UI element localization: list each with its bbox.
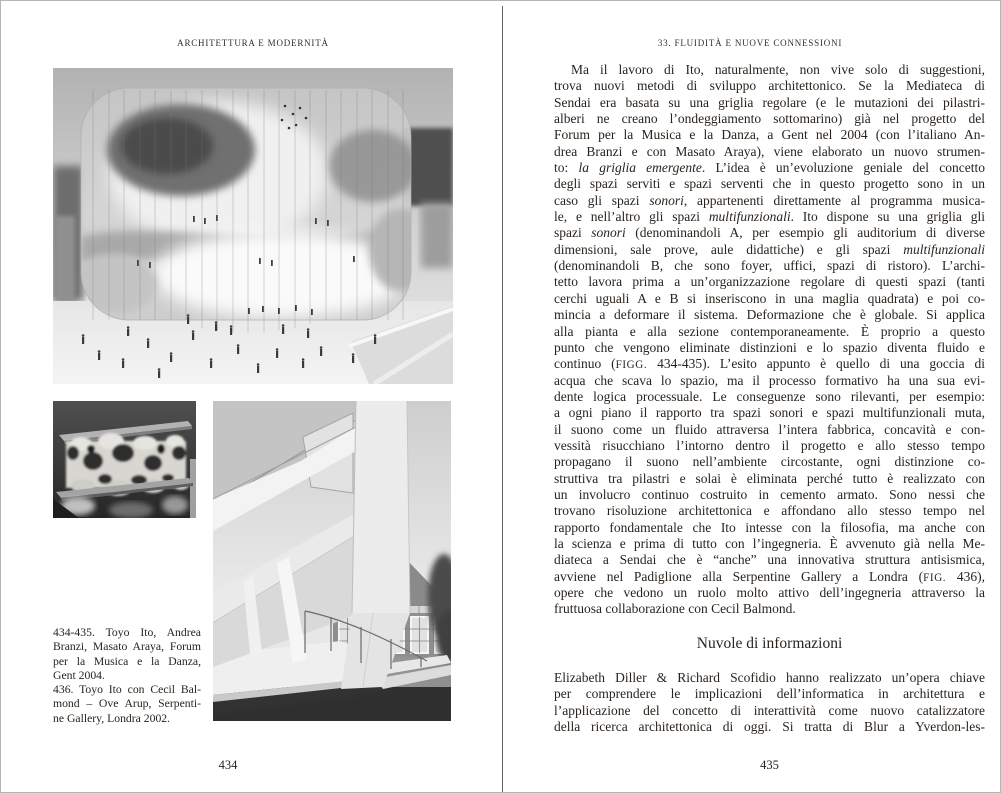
text-line xyxy=(53,683,201,697)
text-segment: dente logica processuale. Le conseguenze sono rilevanti, per esempio: xyxy=(554,388,985,404)
text-segment: della ricerca architettonica di oggi. Si tratta di Blur a Yverdon-les- xyxy=(554,719,985,735)
text-segment: il suono come un fluido attraversa l’intera fabbrica, concavità e con- xyxy=(554,421,985,437)
text-line xyxy=(554,340,985,356)
text-line xyxy=(554,389,985,405)
text-segment: fruttuosa collaborazione con Cecil Balmond. xyxy=(554,601,796,617)
text-line xyxy=(554,176,985,192)
text-line xyxy=(554,703,985,719)
text-line xyxy=(53,669,201,683)
text-segment: tetto lavora prima a un’organizzazione regolare di questi spazi (tanti xyxy=(554,274,985,290)
text-line xyxy=(554,62,985,78)
text-segment: a ogni piano il rapporto tra spazi sonori e spazi multifunzionali muta, xyxy=(554,405,985,421)
text-segment: alberi ne creano l’ondeggiamento sottomarino) già nel progetto del xyxy=(554,111,985,127)
text-segment: mond – Ove Arup, Serpenti- xyxy=(53,697,201,711)
text-line xyxy=(554,719,985,735)
text-segment: . L’idea è un’evoluzione geniale del concetto xyxy=(701,160,985,176)
text-segment: 434-435. Toyo Ito, Andrea xyxy=(53,626,201,639)
text-segment: per comprendere le implicazioni dell’informatica in architettura e xyxy=(554,686,985,702)
text-segment: diateca a Sendai che è “anche” una innovativa struttura antisismica, xyxy=(554,552,985,568)
text-line xyxy=(554,373,985,389)
text-segment: 434-435). L’esito appunto è quello di una goccia di xyxy=(647,356,985,372)
text-segment: ne Gallery, Londra 2002. xyxy=(53,711,171,725)
text-segment: 436. Toyo Ito con Cecil Bal- xyxy=(53,683,201,697)
text-line xyxy=(554,225,985,241)
text-line xyxy=(554,670,985,686)
text-segment: 436), xyxy=(946,568,985,584)
text-segment: . Ito dispone su una griglia gli xyxy=(790,209,986,225)
text-line xyxy=(554,536,985,552)
body-paragraph-1 xyxy=(554,62,985,618)
text-line xyxy=(554,454,985,470)
text-line xyxy=(554,356,985,372)
text-line xyxy=(554,242,985,258)
left-page-number: 434 xyxy=(218,758,238,772)
right-page-number: 435 xyxy=(760,758,779,772)
text-segment: sonori xyxy=(591,225,626,241)
left-running-head: ARCHITETTURA E MODERNITÀ xyxy=(177,38,329,48)
text-line xyxy=(554,520,985,536)
text-line xyxy=(53,655,201,669)
text-line xyxy=(554,78,985,94)
text-line xyxy=(554,487,985,503)
text-segment: propagano il suono nell’ambiente circostante, ogni distinzione co- xyxy=(554,454,985,470)
text-segment: Ma il lavoro di Ito, naturalmente, non vive solo di suggestioni, xyxy=(571,62,985,77)
text-line xyxy=(554,686,985,702)
text-segment: , appartenenti direttamente al programma musica- xyxy=(683,192,986,208)
text-line xyxy=(53,626,201,640)
text-segment: Branzi, Masato Araya, Forum xyxy=(53,640,201,654)
text-line xyxy=(554,307,985,323)
figure-forum-music-dance-model-photo xyxy=(53,68,453,384)
text-segment: to: xyxy=(554,160,579,176)
text-segment: mincia a deformare il sistema. Deformazione che è globale. Si applica xyxy=(554,307,985,323)
text-line xyxy=(53,712,201,726)
section-heading: Nuvole di informazioni xyxy=(696,635,843,652)
text-segment: dimensioni, sale prove, aule didattiche) e gli spazi xyxy=(554,241,904,257)
text-segment: (denominandoli B, che sono foyer, uffici, spazi di ristoro). L’archi- xyxy=(554,258,985,274)
text-line xyxy=(554,422,985,438)
text-line xyxy=(554,585,985,601)
text-line xyxy=(554,274,985,290)
text-line xyxy=(554,601,985,617)
text-line xyxy=(554,144,985,160)
text-line xyxy=(53,640,201,654)
figure-emergent-grid-model-photo xyxy=(53,401,196,518)
text-segment: Sendai era basata su una griglia regolare (e le mutazioni dei pilastri- xyxy=(554,94,985,110)
text-line xyxy=(554,471,985,487)
text-segment: trova nuovi metodi di sviluppo architettonico. Se la Mediateca di xyxy=(554,78,985,94)
text-segment: l’applicazione del concetto di interattività come nuovo catalizzatore xyxy=(554,702,985,718)
text-line xyxy=(554,405,985,421)
text-segment: la griglia emergente xyxy=(578,160,702,176)
text-segment: per la Musica e la Danza, xyxy=(53,654,201,668)
page-gutter-divider xyxy=(502,6,503,792)
text-line xyxy=(554,111,985,127)
text-segment: la scienza e prima di tutto con l’ingegneria. È avvenuto già nella Me- xyxy=(554,535,985,551)
text-segment: un involucro continuo costruito in cemento armato. Sono nessi che xyxy=(554,486,985,502)
text-segment: multifunzionali xyxy=(708,209,791,225)
text-segment: punto che vengono eliminate distinzioni e lo spazio diventa fluido e xyxy=(554,339,985,355)
text-segment: avviene nel Padiglione alla Serpentine Gallery a Londra ( xyxy=(554,568,924,584)
text-segment: Gent 2004. xyxy=(53,668,105,682)
text-line xyxy=(554,95,985,111)
text-segment: vessità risucchiano l’intorno dentro il progetto e allo stesso tempo xyxy=(554,437,985,453)
text-segment: spazi xyxy=(554,225,592,241)
right-running-head: 33. FLUIDITÀ E NUOVE CONNESSIONI xyxy=(657,38,843,48)
text-segment: multifunzionali xyxy=(903,241,985,257)
text-segment: sonori xyxy=(649,192,684,208)
text-segment: rapporto fondamentale che Ito intesse con la filosofia, ma anche con xyxy=(554,519,985,535)
text-line xyxy=(554,291,985,307)
text-segment: le, e nell’altro gli spazi xyxy=(554,209,709,225)
text-segment: Elizabeth Diller & Richard Scofidio hanno realizzato un’opera chiave xyxy=(554,670,985,685)
text-segment: (denominandoli A, per esempio gli auditorium di diverse xyxy=(625,225,985,241)
text-segment: Forum per la Musica e la Danza, a Gent nel 2004 (con l’italiano An- xyxy=(554,127,985,143)
text-line xyxy=(554,209,985,225)
text-line xyxy=(554,258,985,274)
text-segment: FIGG. xyxy=(615,359,648,372)
figure-serpentine-pavilion-photo xyxy=(213,401,451,721)
text-segment: acqua che scava lo spazio, ma il processo formativo ha una sua evi- xyxy=(554,372,985,388)
text-line xyxy=(53,697,201,711)
body-paragraph-2 xyxy=(554,670,985,735)
text-line xyxy=(554,503,985,519)
text-segment: trovano risoluzione architettonica e affondano allo stesso tempo nel xyxy=(554,503,985,519)
text-segment: FIG. xyxy=(923,571,947,584)
text-line xyxy=(554,324,985,340)
figure-caption xyxy=(53,626,201,726)
text-line xyxy=(554,569,985,585)
text-segment: caso gli spazi xyxy=(554,192,650,208)
text-line xyxy=(554,552,985,568)
text-line xyxy=(554,127,985,143)
text-segment: cerchi uguali A e B si inseriscono in una maglia quadrata) e poi co- xyxy=(554,290,985,306)
text-segment: continuo ( xyxy=(554,356,616,372)
text-line xyxy=(554,193,985,209)
text-line xyxy=(554,160,985,176)
text-segment: opere che vedono un ruolo molto attivo dell’ingegneria attraverso la xyxy=(554,585,985,600)
text-segment: degli spazi serviti e spazi serventi che in questo progetto sono in un xyxy=(554,176,985,192)
text-segment: alla pianta e alla sezione contemporaneamente. È proprio a questo xyxy=(554,323,985,339)
text-segment: drea Branzi e con Masato Araya), viene elaborato un nuovo strumen- xyxy=(554,143,985,159)
text-line xyxy=(554,438,985,454)
text-segment: struttiva tra pilastri e solai è eliminata perché tutto è realizzato con xyxy=(554,470,985,486)
